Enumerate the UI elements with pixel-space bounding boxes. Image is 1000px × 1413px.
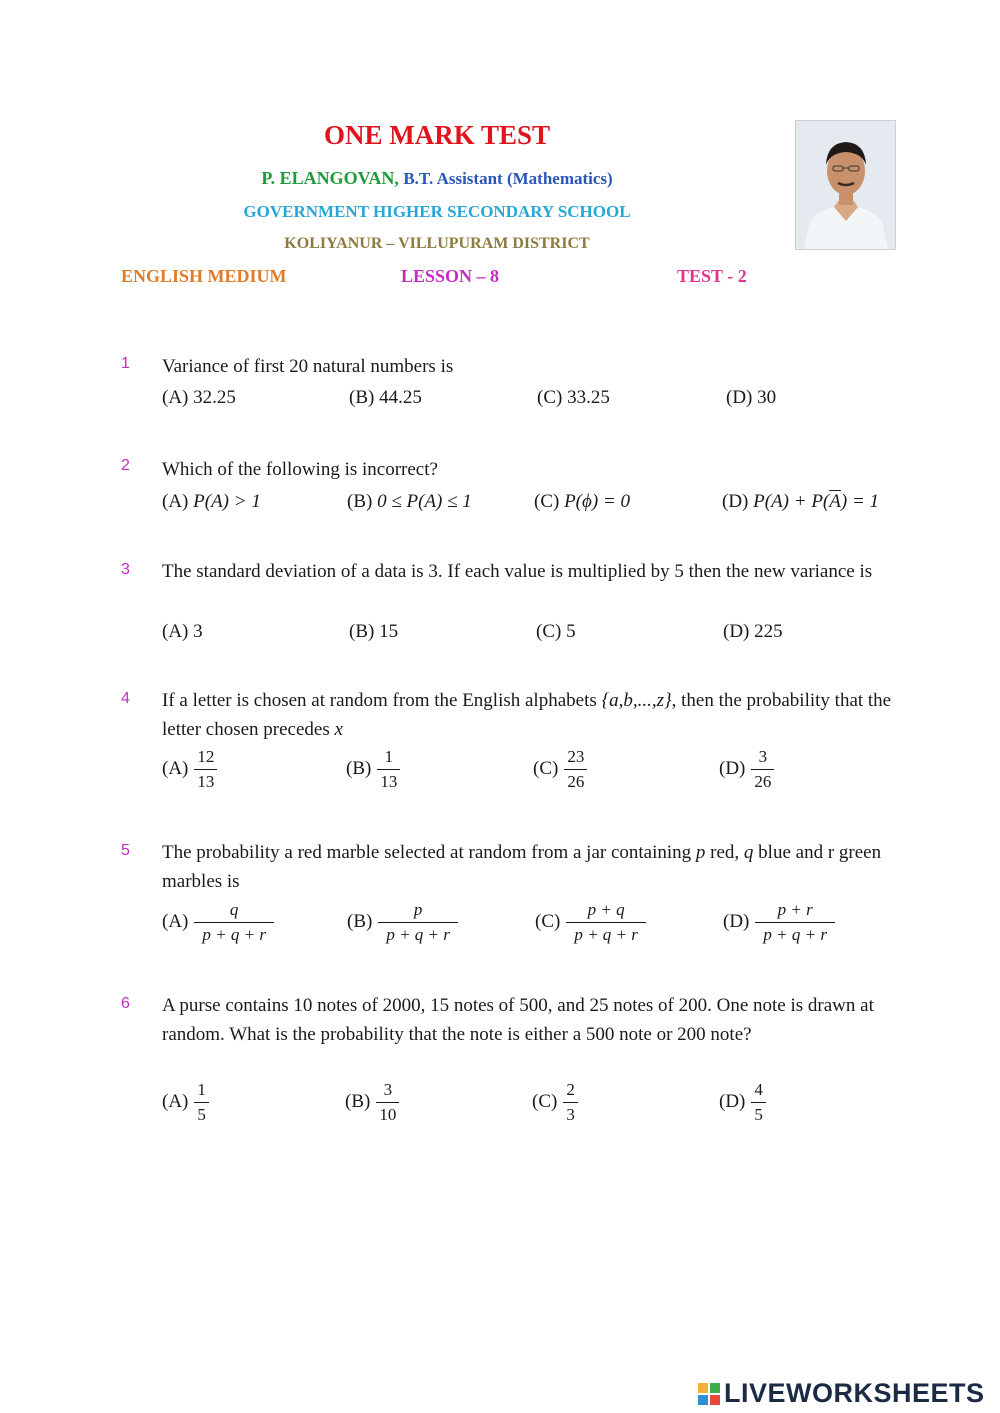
option-c: (C) P(ϕ) = 0 (534, 491, 630, 512)
person-portrait-icon (796, 121, 895, 249)
page-title: ONE MARK TEST (323, 120, 551, 150)
author-designation: B.T. Assistant (Mathematics) (403, 169, 613, 188)
test-label: TEST - 2 (677, 266, 747, 286)
question-number: 6 (121, 995, 130, 1012)
question-text: Which of the following is incorrect? (162, 459, 438, 480)
question-text: A purse contains 10 notes of 2000, 15 notes of 500, and 25 notes of 200. One note is drawn at random. What is the probability that the note is either a 500 note or 200 note? (162, 995, 874, 1045)
option-d: (D) 30 (726, 387, 777, 408)
author-line (0, 168, 874, 189)
option-c: (C) $\frac{23}{26}$ (533, 747, 587, 792)
option-a: (A) 3 (162, 621, 203, 642)
question-number: 2 (121, 457, 130, 474)
option-d: (D) 225 (723, 621, 783, 642)
question-text: If a letter is chosen at random from the English alphabets {a,b,...,z}, then the probability that the letter chosen precedes x (162, 690, 892, 740)
option-a: (A) $\frac{12}{13}$ (162, 747, 217, 792)
option-d: (D) $\frac{3}{26}$ (719, 747, 774, 792)
question-text: The standard deviation of a data is 3. If each value is multiplied by 5 then the new variance is (162, 561, 873, 582)
question-number: 4 (121, 690, 130, 707)
option-c: (C) 33.25 (537, 387, 610, 408)
medium-label: ENGLISH MEDIUM (121, 266, 287, 286)
liveworksheets-logo[interactable] (698, 1378, 985, 1409)
question-text: The probability a red marble selected at random from a jar containing p red, q blue and r green marbles is (162, 842, 882, 892)
option-b: (B) $\frac{1}{13}$ (346, 747, 400, 792)
question-number: 5 (121, 842, 130, 859)
option-a: (A) 32.25 (162, 387, 236, 408)
school-name: GOVERNMENT HIGHER SECONDARY SCHOOL (243, 202, 631, 221)
option-c: (C) 5 (536, 621, 576, 642)
option-d: (D) $P(A) + P(\overline{A}) = 1$ (722, 491, 880, 512)
option-d: (D) $\frac{4}{5}$ (719, 1080, 766, 1125)
option-b: (B) $\frac{p}{p + q + r}$ (347, 900, 458, 945)
district-name: KOLIYANUR – VILLUPURAM DISTRICT (284, 235, 590, 252)
question-number: 3 (121, 561, 130, 578)
question-number: 1 (121, 355, 130, 372)
option-c: (C) $\frac{2}{3}$ (532, 1080, 578, 1125)
option-d: (D) $\frac{p + r}{p + q + r}$ (723, 900, 835, 945)
option-b: (B) 15 (349, 621, 399, 642)
author-photo (795, 120, 896, 250)
option-b: (B) $\frac{3}{10}$ (345, 1080, 399, 1125)
option-b: (B) 0 ≤ P(A) ≤ 1 (347, 491, 472, 512)
option-a: (A) $\frac{1}{5}$ (162, 1080, 209, 1125)
option-a: (A) P(A) > 1 (162, 491, 261, 512)
author-name: P. ELANGOVAN, (261, 168, 399, 188)
option-a: (A) $\frac{q}{p + q + r}$ (162, 900, 274, 945)
option-c: (C) $\frac{p + q}{p + q + r}$ (535, 900, 646, 945)
logo-text: LIVEWORKSHEETS (724, 1378, 985, 1408)
liveworksheets-logo-icon (698, 1383, 720, 1405)
option-b: (B) 44.25 (349, 387, 422, 408)
question-text: Variance of first 20 natural numbers is (162, 356, 454, 377)
lesson-label: LESSON – 8 (401, 266, 500, 286)
